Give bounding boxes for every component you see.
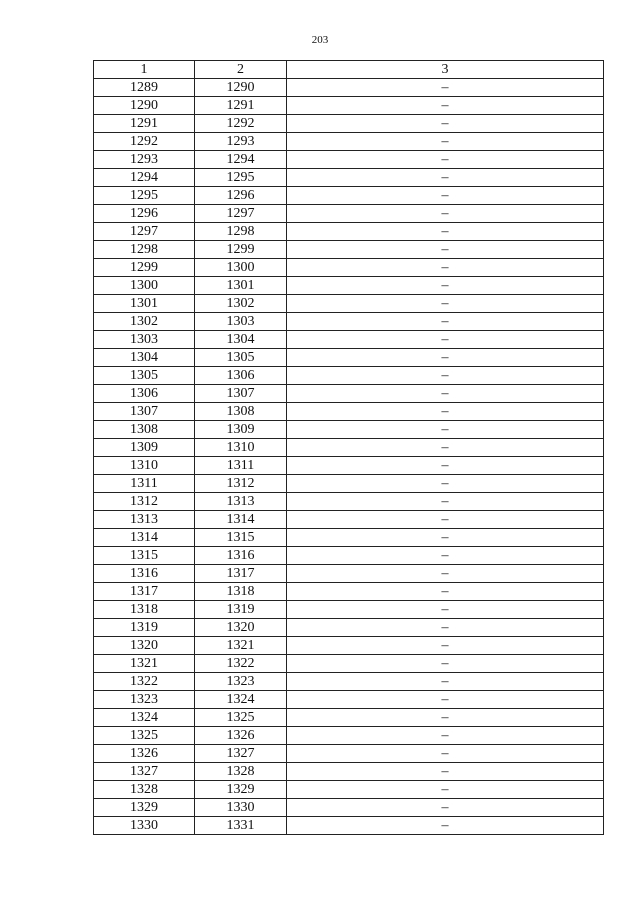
- table-row: [94, 781, 604, 799]
- table-cell-col-2: 1303: [195, 313, 287, 331]
- table-cell-col-1: 1330: [94, 817, 195, 835]
- column-header-3: 3: [287, 61, 604, 79]
- table-cell-col-2: 1296: [195, 187, 287, 205]
- table-row: [94, 421, 604, 439]
- table-cell-col-3: –: [287, 295, 604, 313]
- table-cell-col-2: 1313: [195, 493, 287, 511]
- table-cell-col-1: 1310: [94, 457, 195, 475]
- table-cell-col-1: 1322: [94, 673, 195, 691]
- table-cell-col-2: 1295: [195, 169, 287, 187]
- table-cell-col-1: 1321: [94, 655, 195, 673]
- table-cell-col-3: –: [287, 97, 604, 115]
- table-cell-col-2: 1311: [195, 457, 287, 475]
- table-cell-col-3: –: [287, 421, 604, 439]
- table-row: [94, 79, 604, 97]
- table-cell-col-1: 1323: [94, 691, 195, 709]
- table-row: [94, 529, 604, 547]
- table-cell-col-1: 1302: [94, 313, 195, 331]
- table-cell-col-2: 1302: [195, 295, 287, 313]
- table-cell-col-3: –: [287, 529, 604, 547]
- table-cell-col-1: 1313: [94, 511, 195, 529]
- table-cell-col-1: 1325: [94, 727, 195, 745]
- table-row: [94, 745, 604, 763]
- table-cell-col-1: 1303: [94, 331, 195, 349]
- table-cell-col-3: –: [287, 205, 604, 223]
- table-cell-col-3: –: [287, 475, 604, 493]
- table-row: [94, 475, 604, 493]
- table-cell-col-1: 1300: [94, 277, 195, 295]
- table-cell-col-2: 1300: [195, 259, 287, 277]
- table-cell-col-1: 1307: [94, 403, 195, 421]
- table-cell-col-3: –: [287, 187, 604, 205]
- table-cell-col-2: 1319: [195, 601, 287, 619]
- table-cell-col-1: 1290: [94, 97, 195, 115]
- table-cell-col-2: 1331: [195, 817, 287, 835]
- table-cell-col-1: 1315: [94, 547, 195, 565]
- table-row: [94, 277, 604, 295]
- table-cell-col-3: –: [287, 547, 604, 565]
- table-cell-col-1: 1326: [94, 745, 195, 763]
- table-cell-col-2: 1294: [195, 151, 287, 169]
- table-row: [94, 403, 604, 421]
- table-cell-col-2: 1308: [195, 403, 287, 421]
- table-cell-col-1: 1299: [94, 259, 195, 277]
- table-cell-col-3: –: [287, 655, 604, 673]
- table-cell-col-1: 1314: [94, 529, 195, 547]
- table-cell-col-2: 1323: [195, 673, 287, 691]
- table-cell-col-3: –: [287, 565, 604, 583]
- table-row: [94, 385, 604, 403]
- table-cell-col-2: 1318: [195, 583, 287, 601]
- table-cell-col-2: 1315: [195, 529, 287, 547]
- table-cell-col-2: 1291: [195, 97, 287, 115]
- table-cell-col-1: 1304: [94, 349, 195, 367]
- table-cell-col-3: –: [287, 151, 604, 169]
- table-cell-col-2: 1299: [195, 241, 287, 259]
- table-cell-col-2: 1297: [195, 205, 287, 223]
- table-cell-col-3: –: [287, 349, 604, 367]
- table-cell-col-2: 1316: [195, 547, 287, 565]
- table-cell-col-2: 1309: [195, 421, 287, 439]
- table-cell-col-2: 1330: [195, 799, 287, 817]
- table-cell-col-3: –: [287, 277, 604, 295]
- table-row: [94, 511, 604, 529]
- table-cell-col-3: –: [287, 169, 604, 187]
- column-header-1: 1: [94, 61, 195, 79]
- table-cell-col-1: 1316: [94, 565, 195, 583]
- table-cell-col-2: 1307: [195, 385, 287, 403]
- table-row: [94, 97, 604, 115]
- table-cell-col-3: –: [287, 313, 604, 331]
- table-row: [94, 619, 604, 637]
- table-cell-col-2: 1326: [195, 727, 287, 745]
- table-row: [94, 295, 604, 313]
- table-row: [94, 655, 604, 673]
- table-cell-col-2: 1310: [195, 439, 287, 457]
- table-cell-col-1: 1327: [94, 763, 195, 781]
- table-cell-col-1: 1294: [94, 169, 195, 187]
- table-cell-col-1: 1317: [94, 583, 195, 601]
- table-row: [94, 187, 604, 205]
- table-row: [94, 709, 604, 727]
- table-cell-col-3: –: [287, 583, 604, 601]
- table-cell-col-3: –: [287, 763, 604, 781]
- table-cell-col-3: –: [287, 781, 604, 799]
- table-cell-col-2: 1292: [195, 115, 287, 133]
- table-cell-col-2: 1306: [195, 367, 287, 385]
- table-cell-col-1: 1292: [94, 133, 195, 151]
- table-cell-col-1: 1324: [94, 709, 195, 727]
- table-header-row: [94, 61, 604, 79]
- table-cell-col-2: 1324: [195, 691, 287, 709]
- table-row: [94, 367, 604, 385]
- table-cell-col-3: –: [287, 619, 604, 637]
- table-row: [94, 817, 604, 835]
- table-cell-col-1: 1329: [94, 799, 195, 817]
- table-cell-col-2: 1314: [195, 511, 287, 529]
- table-cell-col-3: –: [287, 241, 604, 259]
- table-cell-col-1: 1328: [94, 781, 195, 799]
- table-cell-col-3: –: [287, 601, 604, 619]
- table-cell-col-3: –: [287, 817, 604, 835]
- table-cell-col-3: –: [287, 115, 604, 133]
- table-row: [94, 799, 604, 817]
- table-cell-col-1: 1308: [94, 421, 195, 439]
- column-header-2: 2: [195, 61, 287, 79]
- table-row: [94, 331, 604, 349]
- table-cell-col-3: –: [287, 367, 604, 385]
- table-cell-col-2: 1301: [195, 277, 287, 295]
- table-row: [94, 151, 604, 169]
- table-cell-col-1: 1309: [94, 439, 195, 457]
- table-body: [94, 79, 604, 835]
- table-cell-col-2: 1312: [195, 475, 287, 493]
- table-row: [94, 601, 604, 619]
- table-cell-col-1: 1289: [94, 79, 195, 97]
- table-cell-col-3: –: [287, 799, 604, 817]
- table-cell-col-2: 1321: [195, 637, 287, 655]
- table-cell-col-3: –: [287, 439, 604, 457]
- table-cell-col-3: –: [287, 511, 604, 529]
- table-row: [94, 493, 604, 511]
- table-cell-col-2: 1304: [195, 331, 287, 349]
- table-cell-col-2: 1327: [195, 745, 287, 763]
- table-row: [94, 133, 604, 151]
- table-cell-col-3: –: [287, 223, 604, 241]
- data-table: [93, 60, 604, 835]
- table-cell-col-2: 1329: [195, 781, 287, 799]
- table-row: [94, 349, 604, 367]
- table-row: [94, 115, 604, 133]
- table-cell-col-3: –: [287, 133, 604, 151]
- table-cell-col-1: 1305: [94, 367, 195, 385]
- table-cell-col-2: 1317: [195, 565, 287, 583]
- table-cell-col-3: –: [287, 691, 604, 709]
- table-row: [94, 565, 604, 583]
- table-cell-col-3: –: [287, 403, 604, 421]
- table-cell-col-1: 1318: [94, 601, 195, 619]
- table-cell-col-1: 1306: [94, 385, 195, 403]
- table-row: [94, 727, 604, 745]
- table-cell-col-3: –: [287, 637, 604, 655]
- table-row: [94, 763, 604, 781]
- table-cell-col-2: 1320: [195, 619, 287, 637]
- table-row: [94, 691, 604, 709]
- table-cell-col-1: 1295: [94, 187, 195, 205]
- table-row: [94, 547, 604, 565]
- table-row: [94, 457, 604, 475]
- table-row: [94, 673, 604, 691]
- table-cell-col-3: –: [287, 745, 604, 763]
- table-row: [94, 205, 604, 223]
- table-cell-col-2: 1290: [195, 79, 287, 97]
- table-cell-col-3: –: [287, 709, 604, 727]
- table-cell-col-2: 1298: [195, 223, 287, 241]
- table-cell-col-1: 1312: [94, 493, 195, 511]
- table-cell-col-3: –: [287, 457, 604, 475]
- table-cell-col-2: 1322: [195, 655, 287, 673]
- table-cell-col-1: 1311: [94, 475, 195, 493]
- table-row: [94, 583, 604, 601]
- table-row: [94, 439, 604, 457]
- table-cell-col-1: 1319: [94, 619, 195, 637]
- table-cell-col-3: –: [287, 79, 604, 97]
- table-cell-col-1: 1298: [94, 241, 195, 259]
- table-cell-col-3: –: [287, 259, 604, 277]
- table-cell-col-3: –: [287, 673, 604, 691]
- table-cell-col-3: –: [287, 385, 604, 403]
- table-cell-col-2: 1305: [195, 349, 287, 367]
- table-cell-col-1: 1293: [94, 151, 195, 169]
- table-row: [94, 223, 604, 241]
- table-row: [94, 169, 604, 187]
- page-number: 203: [311, 34, 329, 46]
- table-row: [94, 313, 604, 331]
- table-cell-col-3: –: [287, 331, 604, 349]
- table-cell-col-1: 1291: [94, 115, 195, 133]
- table-cell-col-3: –: [287, 493, 604, 511]
- table-cell-col-3: –: [287, 727, 604, 745]
- table-cell-col-2: 1293: [195, 133, 287, 151]
- table-cell-col-1: 1296: [94, 205, 195, 223]
- table-cell-col-1: 1301: [94, 295, 195, 313]
- table-cell-col-2: 1328: [195, 763, 287, 781]
- table-row: [94, 241, 604, 259]
- table-row: [94, 637, 604, 655]
- table-row: [94, 259, 604, 277]
- table-cell-col-1: 1320: [94, 637, 195, 655]
- table-cell-col-1: 1297: [94, 223, 195, 241]
- table-cell-col-2: 1325: [195, 709, 287, 727]
